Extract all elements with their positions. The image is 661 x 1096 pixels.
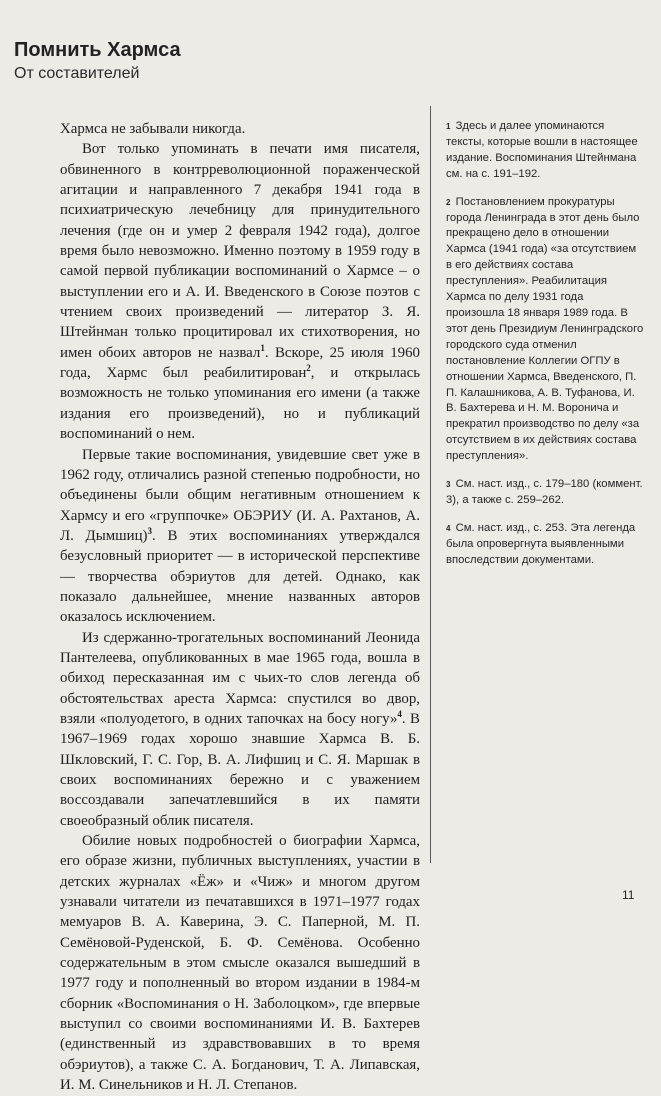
paragraph-5: Обилие новых подробностей о биографии Хармса, его образе жизни, публичных выступлениях, участии в детских журналах «Ёж» и «Чиж» и многом другом узнавали читатели из печатавшихся в 1971–1977 годах мемуаров В. А. Каверина, Э. С. Паперной, М. П. Семёновой-Руденской, Б. Ф. Семёнова. Особенно содержательным в этом смысле оказался вышедший в 1977 году и пополненный во втором издании в 1984-м сборник «Воспоминания о Н. Заболоцком», где впервые выступил со своими воспоминаниями И. В. Бахтерев (единственный из здравствовавших в то время обэриутов), а также С. А. Богданович, Т. А. Липавская, И. М. Синельников и Н. Л. Степанов. [60,833,420,1094]
page-number: 11 [622,888,635,902]
paragraph-3 [60,445,420,628]
paragraph-2-part-a: Вот только упоминать в печати имя писателя, обвиненного в контрреволюционной пораженческой агитации и направленного 7 декабря 1941 года в психиатрическую лечебницу для принудительного лечения (где он и умер 2 февраля 1942 года), долгое время было невозможно. Именно поэтому в 1959 году в самой первой публикации воспоминаний о Хармсе – о выступлении его и А. И. Введенского в Союзе поэтов с чтением своих произведений — литератор З. Я. Штейнман только процитировал их стихотворения, но имен обоих авторов не назвал [60,141,420,361]
footnote-text: См. наст. изд., с. 179–180 (коммент. 3), а также с. 259–262. [446,478,643,506]
footnote-ref-3: 3 [147,525,152,536]
footnote-2 [446,195,644,465]
chapter-title: Помнить Хармса [14,39,181,61]
chapter-subtitle: От составителей [14,65,140,82]
paragraph-4-part-a: Из сдержанно-трогательных воспоминаний Леонида Пантелеева, опубликованных в мае 1965 года, вошла в обиход пересказанная им с чьих-то слов легенда об обстоятельствах ареста Хармса: спустился во двор, взяли «полуодетого, в одних тапочках на босу ногу» [60,629,420,727]
footnote-1 [446,119,644,183]
paragraph-1: Хармса не забывали никогда. [60,121,246,137]
footnote-ref-4: 4 [397,709,402,719]
chapter-heading [14,38,414,84]
paragraph-4 [60,628,420,831]
paragraph-2-part-b: . Вскоре, 25 июля 1960 года, Хармс был реабилитирован [60,344,421,382]
footnote-number: 4 [446,523,451,533]
footnote-number: 2 [446,197,451,207]
footnote-text: Здесь и далее упоминаются тексты, которые вошли в настоящее издание. Воспоминания Штейнмана см. на с. 191–192. [446,120,638,180]
footnote-4 [446,521,644,569]
paragraph-2 [60,139,420,444]
footnotes-column [446,119,644,581]
main-text [60,119,420,1096]
paragraph-3-part-b: . В этих воспоминаниях утверждался безусловный приоритет — в исторической перспективе — творчества обэриутов для детей. Однако, как показало дальнейшее, мнение названных авторов оказалось исключением. [60,527,420,626]
paragraph-4-part-b: . В 1967–1969 годах хорошо знавшие Хармса В. Б. Шкловский, Г. С. Гор, В. А. Лифшиц и С. Я. Маршак в своих воспоминаниях бережно и с уважением воссоздавали запечатлевшийся в их памяти своеобразный облик писателя. [60,710,420,829]
paragraph-3-part-a: Первые такие воспоминания, увидевшие свет уже в 1962 году, отличались разной степенью подробности, но объединены были общим негативным отношением к Хармсу и его «группочке» ОБЭРИУ (И. А. Рахтанов, А. Л. Дымшиц) [60,446,420,544]
footnote-text: См. наст. изд., с. 253. Эта легенда была опровергнута выявленными впоследствии документами. [446,521,636,566]
footnote-text: Постановлением прокуратуры города Ленинграда в этот день было прекращено дело в отношении Хармса (1941 года) «за отсутствием в его действиях состава преступления». Реабилитация Хармса по делу 1931 года произошла 18 января 1989 года. В этот день Президиум Ленинградского городского суда отменил постановление Коллегии ОГПУ в отношении Хармса, Введенского, П. П. Калашникова, А. В. Туфанова, И. В. Бахтерева и Н. М. Воронича и прекратил производство по делу «за отсутствием в их действиях состава преступления». [446,195,644,463]
footnote-ref-1: 1 [260,342,265,353]
footnote-3 [446,477,644,509]
column-divider [430,106,431,863]
footnote-number: 3 [446,480,451,490]
paragraph-2-part-c: , и открылась возможность не только упоминания его имени (а также издания его произведений), но и публикаций воспоминаний о нем. [60,365,420,443]
footnote-number: 1 [446,122,451,131]
footnote-ref-2: 2 [306,363,311,374]
